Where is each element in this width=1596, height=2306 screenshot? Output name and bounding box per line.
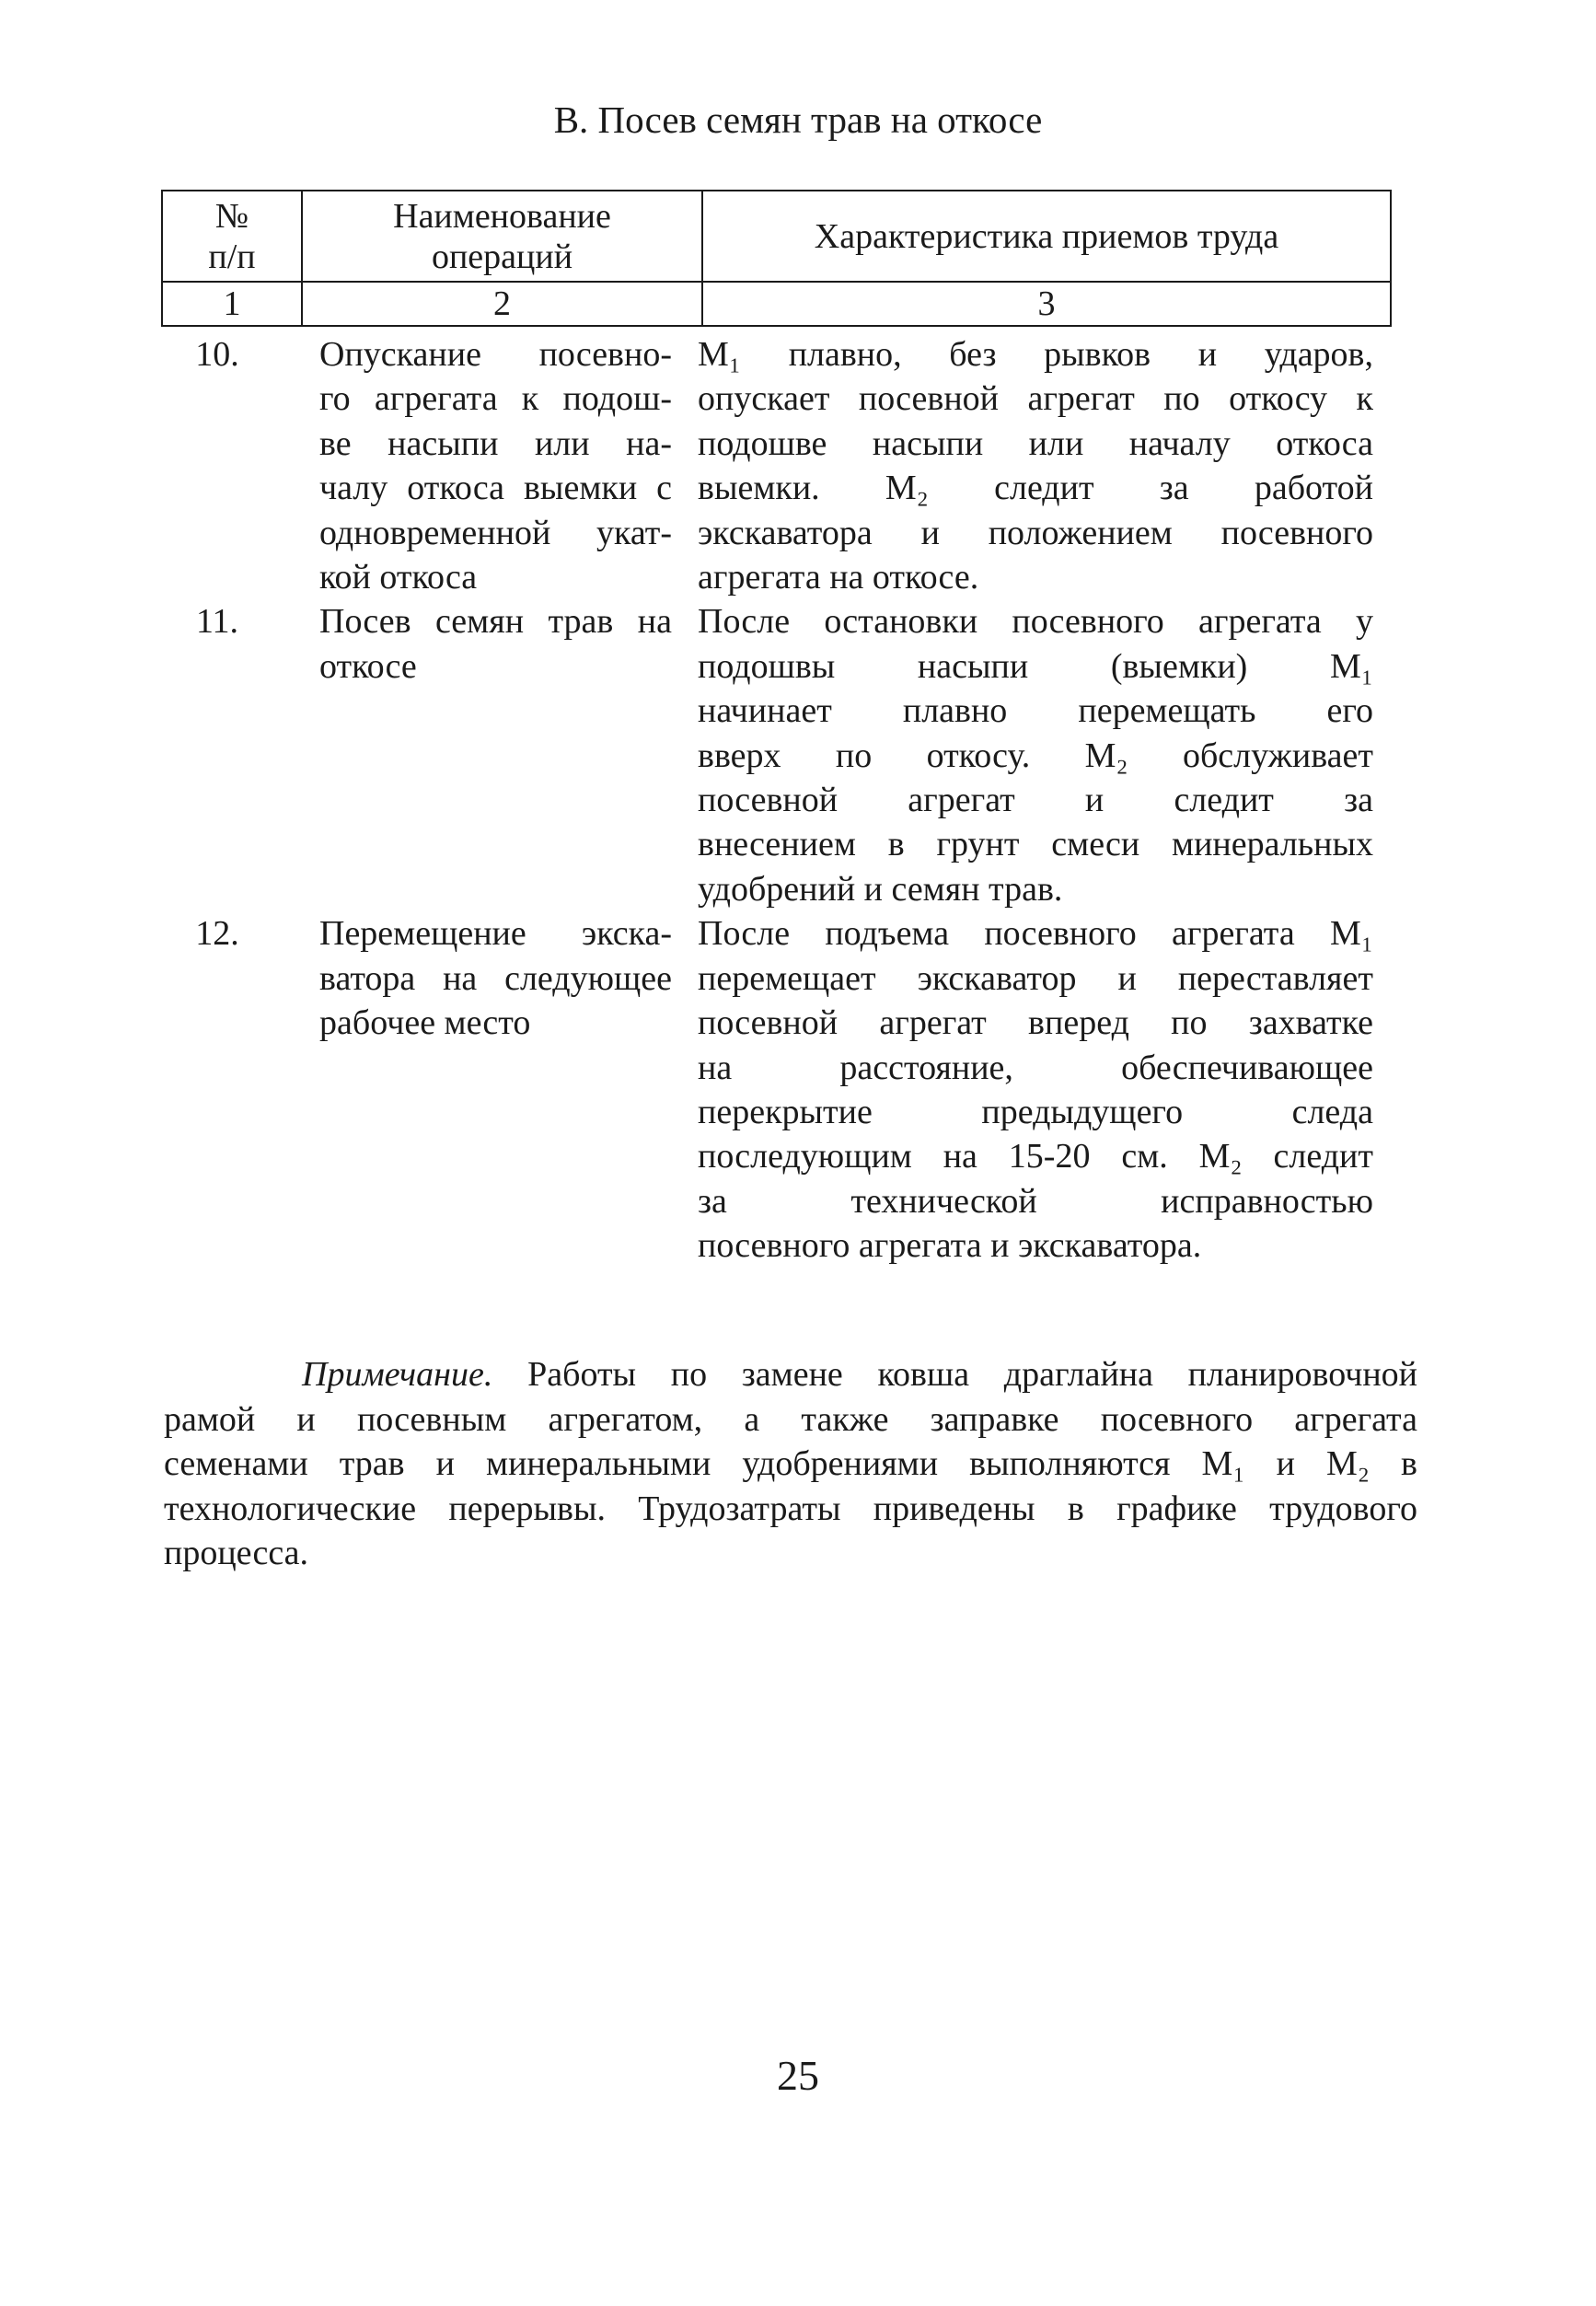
row-number: 10. [195, 335, 239, 374]
table-row [161, 599, 1392, 911]
header-col-characteristics: Характеристика приемов труда [702, 191, 1391, 282]
table-row [161, 911, 1392, 1268]
row-description: M₁ плавно, без рывков и ударов, опускает посевной агрегат по откосу к подошве насыпи или началу откоса выемки. M₂ следит за работой экскаватора и положением посевного агрегата на откосе. [698, 335, 1373, 597]
table-body [161, 332, 1392, 1269]
header-num-1: 1 [162, 282, 302, 326]
row-number: 12. [195, 914, 239, 954]
note-label: Примечание. [302, 1355, 493, 1394]
note-first-line: Примечание. Работы по замене ковша драглайна планировочной [302, 1355, 1418, 1394]
header-num-2: 2 [302, 282, 702, 326]
row-number: 11. [195, 602, 239, 642]
header-num-3: 3 [702, 282, 1391, 326]
section-title: В. Посев семян трав на откосе [553, 98, 1043, 141]
page-number: 25 [777, 2052, 819, 2099]
row-operation: Опускание посевно- го агрегата к подош- ве насыпи или на- чалу откоса выемки с одновременной укат- кой откоса [319, 335, 672, 597]
row-description: После подъема посевного агрегата M₁ перемещает экскаватор и переставляет посевной агрегат вперед по захватке на расстояние, обеспечивающее перекрытие предыдущего следа последующим на 15-20 см. M₂ следит за технической исправностью посевного агрегата и экскаватора. [698, 914, 1373, 1266]
table-row [161, 332, 1392, 599]
row-description: После остановки посевного агрегата у подошвы насыпи (выемки) M₁ начинает плавно перемещать его вверх по откосу. M₂ обслуживает посевной агрегат и следит за внесением в грунт смеси минеральных удобрений и семян трав. [698, 602, 1373, 909]
table-header [161, 190, 1392, 327]
note-paragraph: Примечание. Работы по замене ковша драглайна планировочной рамой и посевным агрегатом, а также заправке посевного агрегата семенами трав и минеральными удобрениями выполняются M₁ и M₂ в технологические перерывы. Трудозатраты приведены в графике трудового процесса. [164, 1352, 1417, 1576]
row-operation: Перемещение экска- ватора на следующее рабочее место [319, 914, 672, 1043]
header-col-operations: Наименование операций [302, 191, 702, 282]
header-col-number: № п/п [162, 191, 302, 282]
row-operation: Посев семян трав на откосе [319, 602, 672, 686]
